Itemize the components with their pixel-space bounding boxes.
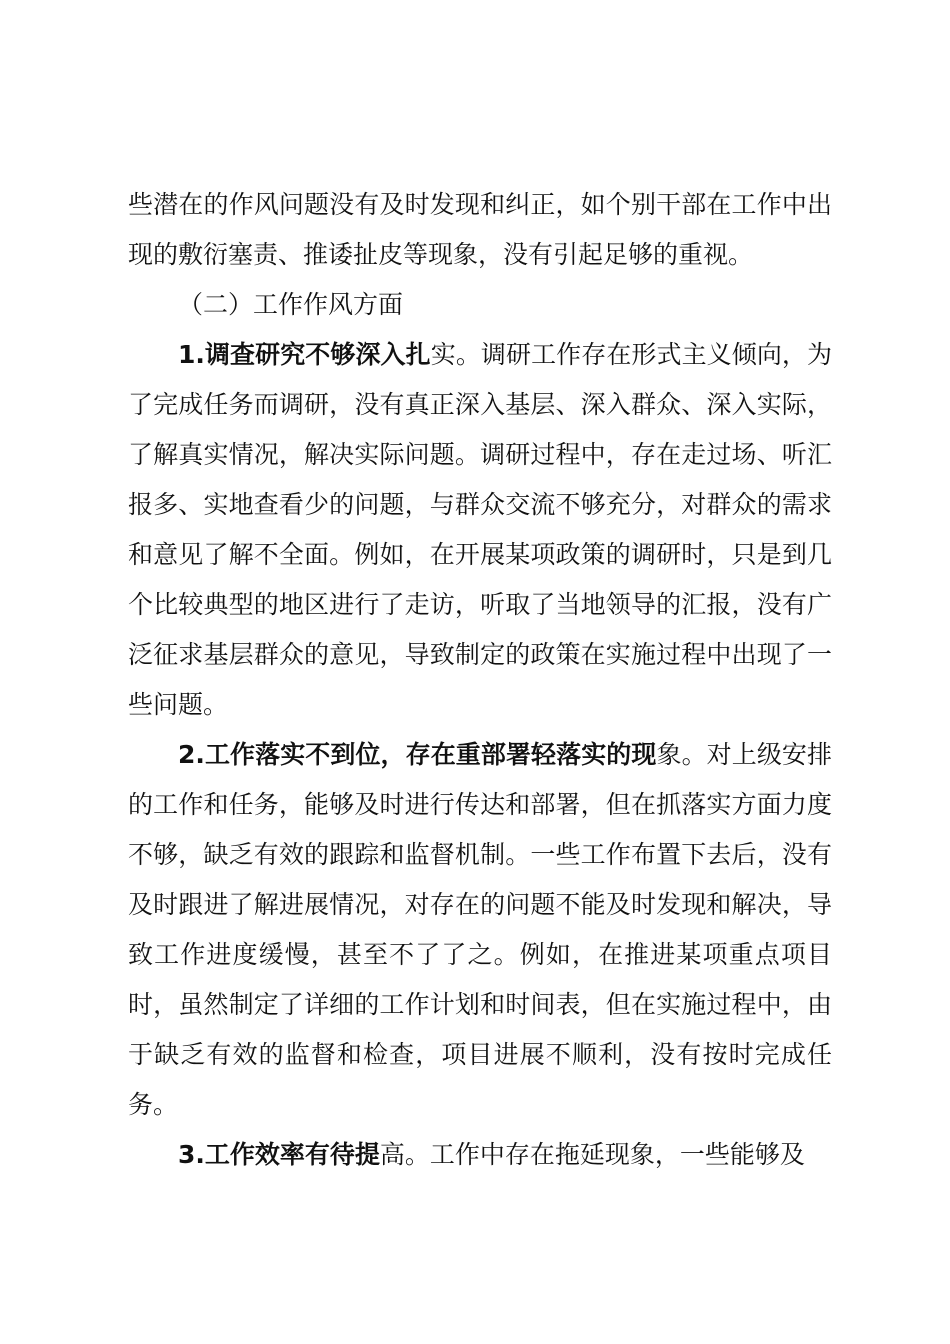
- document-page: [128, 180, 832, 1180]
- item-1-heading: 1.调查研究不够深入扎: [178, 340, 431, 369]
- item-3-body: 高。工作中存在拖延现象，一些能够及: [379, 1140, 805, 1169]
- continuation-paragraph: 些潜在的作风问题没有及时发现和纠正，如个别干部在工作中出现的敷衍塞责、推诿扯皮等现象，没有引起足够的重视。: [128, 190, 832, 269]
- item-3-heading: 3.工作效率有待提: [178, 1140, 380, 1169]
- item-2-body: 象。对上级安排的工作和任务，能够及时进行传达和部署，但在抓落实方面力度不够，缺乏有效的跟踪和监督机制。一些工作布置下去后，没有及时跟进了解进展情况，对存在的问题不能及时发现和解决，导致工作进度缓慢，甚至不了了之。例如，在推进某项重点项目时，虽然制定了详细的工作计划和时间表，但在实施过程中，由于缺乏有效的监督和检查，项目进展不顺利，没有按时完成任务。: [128, 740, 832, 1119]
- item-2-heading: 2.工作落实不到位，存在重部署轻落实的现: [178, 740, 657, 769]
- paragraph-item-3: [128, 1130, 832, 1180]
- section-heading: （二）工作作风方面: [178, 290, 404, 319]
- item-1-body: 实。调研工作存在形式主义倾向，为了完成任务而调研，没有真正深入基层、深入群众、深入实际，了解真实情况，解决实际问题。调研过程中，存在走过场、听汇报多、实地查看少的问题，与群众交流不够充分，对群众的需求和意见了解不全面。例如，在开展某项政策的调研时，只是到几个比较典型的地区进行了走访，听取了当地领导的汇报，没有广泛征求基层群众的意见，导致制定的政策在实施过程中出现了一些问题。: [128, 340, 832, 719]
- paragraph-item-2: [128, 730, 832, 1130]
- paragraph-item-1: [128, 330, 832, 730]
